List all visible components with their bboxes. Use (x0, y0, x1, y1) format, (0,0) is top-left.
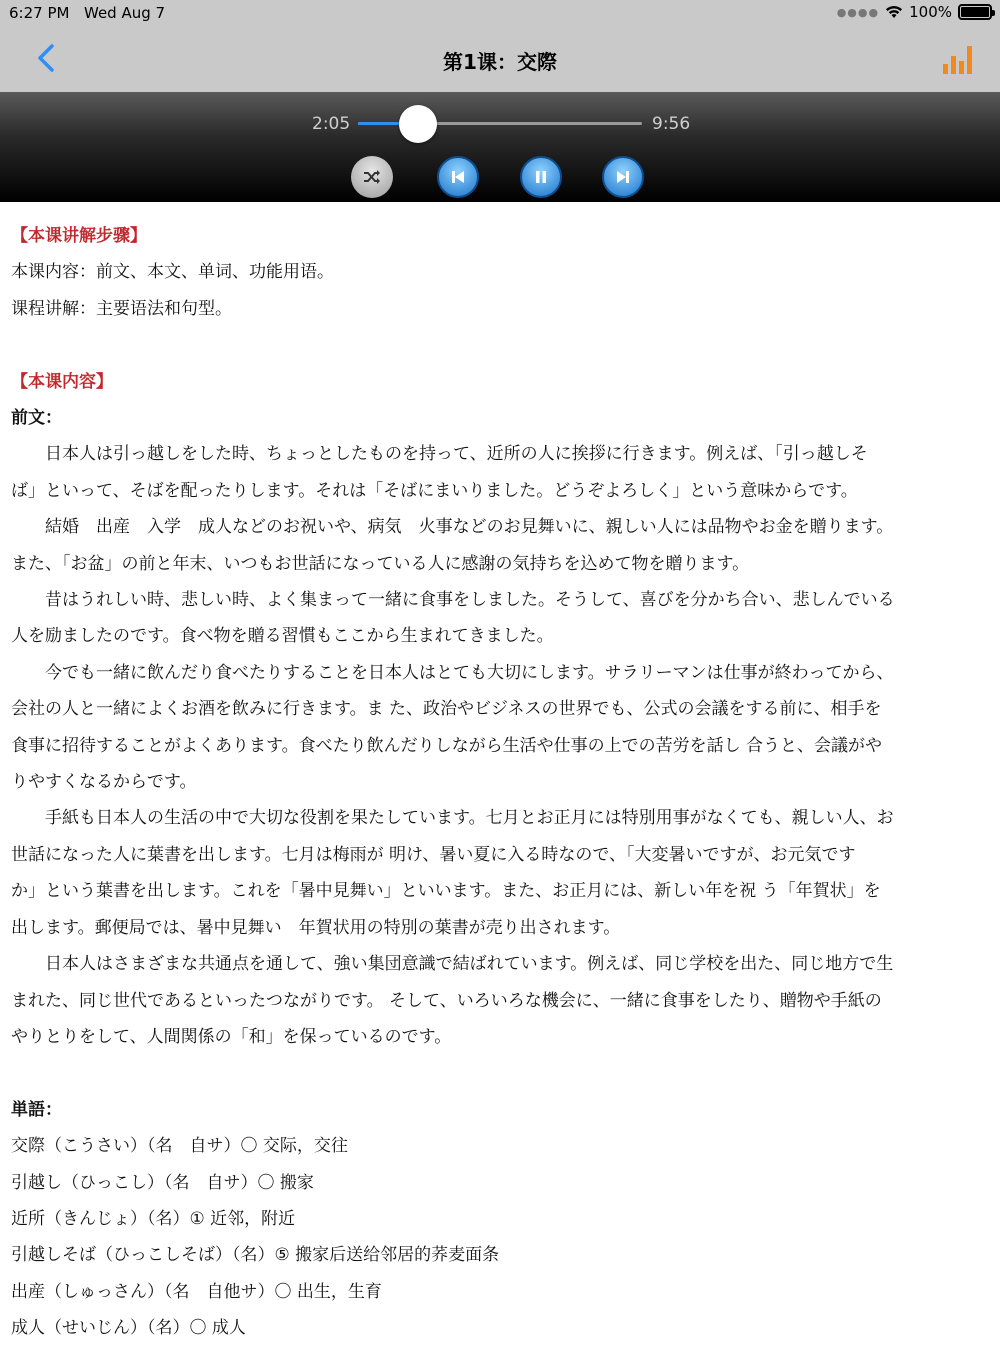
paragraph-line: 今でも一緒に飲んだり食べたりすることを日本人はとても大切にします。サラリーマンは仕事が終わってから、 (45, 662, 894, 683)
status-time: 6:27 PM (9, 4, 70, 22)
preface-label: 前文： (11, 408, 62, 429)
status-date: Wed Aug 7 (84, 4, 166, 22)
vocab-label: 単語： (11, 1099, 62, 1120)
audio-player (0, 92, 1000, 202)
bar-chart-icon[interactable] (942, 44, 974, 76)
paragraph-line: 結婚 出産 入学 成人などのお祝いや、病気 火事などのお見舞いに、親しい人には品物やお金を贈ります。 (45, 517, 894, 538)
paragraph-line: 日本人はさまざまな共通点を通して、強い集団意識で結ばれています。例えば、同じ学校を出た、同じ地方で生 (45, 954, 894, 975)
paragraph-line: 食事に招待することがよくあります。食べたり飲んだりしながら生活や仕事の上での苦労を話し 合うと、会議がや (11, 735, 883, 756)
battery-icon (958, 4, 992, 20)
status-bar (0, 0, 1000, 26)
section-heading-content: 【本课内容】 (11, 371, 113, 392)
progress-thumb[interactable] (399, 105, 437, 143)
wifi-icon (885, 5, 903, 19)
vocab-item: 近所（きんじょ）（名）① 近邻，附近 (11, 1208, 296, 1229)
paragraph-line: 昔はうれしい時、悲しい時、よく集まって一緒に食事をしました。そうして、喜びを分かち合い、悲しんでいる (45, 590, 895, 611)
vocab-item: 交際（こうさい）（名 自サ）〇 交际，交往 (11, 1136, 348, 1157)
battery-percent: 100% (909, 3, 952, 21)
paragraph-line: 手紙も日本人の生活の中で大切な役割を果たしています。七月とお正月には特別用事がなくても、親しい人、お (45, 808, 894, 829)
paragraph-line: また、「お盆」の前と年末、いつもお世話になっている人に感謝の気持ちを込めて物を贈ります。 (11, 553, 750, 574)
spacer (11, 1055, 989, 1091)
previous-button[interactable] (437, 156, 479, 198)
paragraph-line: りやすくなるからです。 (11, 772, 197, 793)
signal-icon: ●●●● (836, 5, 880, 19)
previous-icon (447, 166, 469, 188)
vocab-item: 引越し（ひっこし）（名 自サ）〇 搬家 (11, 1172, 314, 1193)
paragraph-line: まれた、同じ世代であるといったつながりです。 そして、いろいろな機会に、一緒に食事をしたり、贈物や手紙の (11, 990, 882, 1011)
spacer (11, 327, 989, 363)
next-button[interactable] (602, 156, 644, 198)
status-right (837, 3, 992, 21)
shuffle-icon (361, 166, 383, 188)
text-line: 课程讲解：主要语法和句型。 (11, 298, 232, 319)
page-title: 第1课：交際 (443, 50, 557, 74)
paragraph-line: 出します。郵便局では、暑中見舞い 年賀状用の特別の葉書が売り出されます。 (11, 917, 621, 938)
vocab-item: 成人（せいじん）（名）〇 成人 (11, 1318, 246, 1339)
next-icon (612, 166, 634, 188)
vocab-item: 引越しそば（ひっこしそば）（名）⑤ 搬家后送给邻居的荞麦面条 (11, 1245, 500, 1266)
shuffle-button[interactable] (351, 156, 393, 198)
pause-icon (530, 166, 552, 188)
navigation-bar (0, 26, 1000, 92)
paragraph-line: 世話になった人に葉書を出します。七月は梅雨が 明け、暑い夏に入る時なので、「大変暑いですが、お元気です (11, 844, 856, 865)
pause-button[interactable] (520, 156, 562, 198)
vocab-item: 出産（しゅっさん）（名 自他サ）〇 出生，生育 (11, 1281, 382, 1302)
paragraph-line: か」という葉書を出します。これを「暑中見舞い」といいます。また、お正月には、新しい年を祝 う「年賀状」を (11, 881, 881, 902)
total-time: 9:56 (652, 114, 691, 134)
text-line: 本课内容：前文、本文、单词、功能用语。 (11, 262, 334, 283)
paragraph-line: ば」といって、そばを配ったりします。それは「そばにまいりました。どうぞよろしく」という意味からです。 (11, 480, 858, 501)
paragraph-line: 日本人は引っ越しをした時、ちょっとしたものを持って、近所の人に挨拶に行きます。例えば、「引っ越しそ (45, 444, 868, 465)
paragraph-line: 会社の人と一緒によくお酒を飲みに行きます。ま た、政治やビジネスの世界でも、公式の会議をする前に、相手を (11, 699, 882, 720)
lesson-content (11, 218, 989, 1347)
progress-slider[interactable] (358, 122, 642, 125)
top-bar (0, 0, 1000, 92)
elapsed-time: 2:05 (312, 114, 351, 134)
paragraph-line: やりとりをして、人間関係の「和」を保っているのです。 (11, 1026, 452, 1047)
section-heading-steps: 【本课讲解步骤】 (11, 226, 147, 246)
paragraph-line: 人を励ましたのです。食べ物を贈る習慣もここから生まれてきました。 (11, 626, 554, 647)
